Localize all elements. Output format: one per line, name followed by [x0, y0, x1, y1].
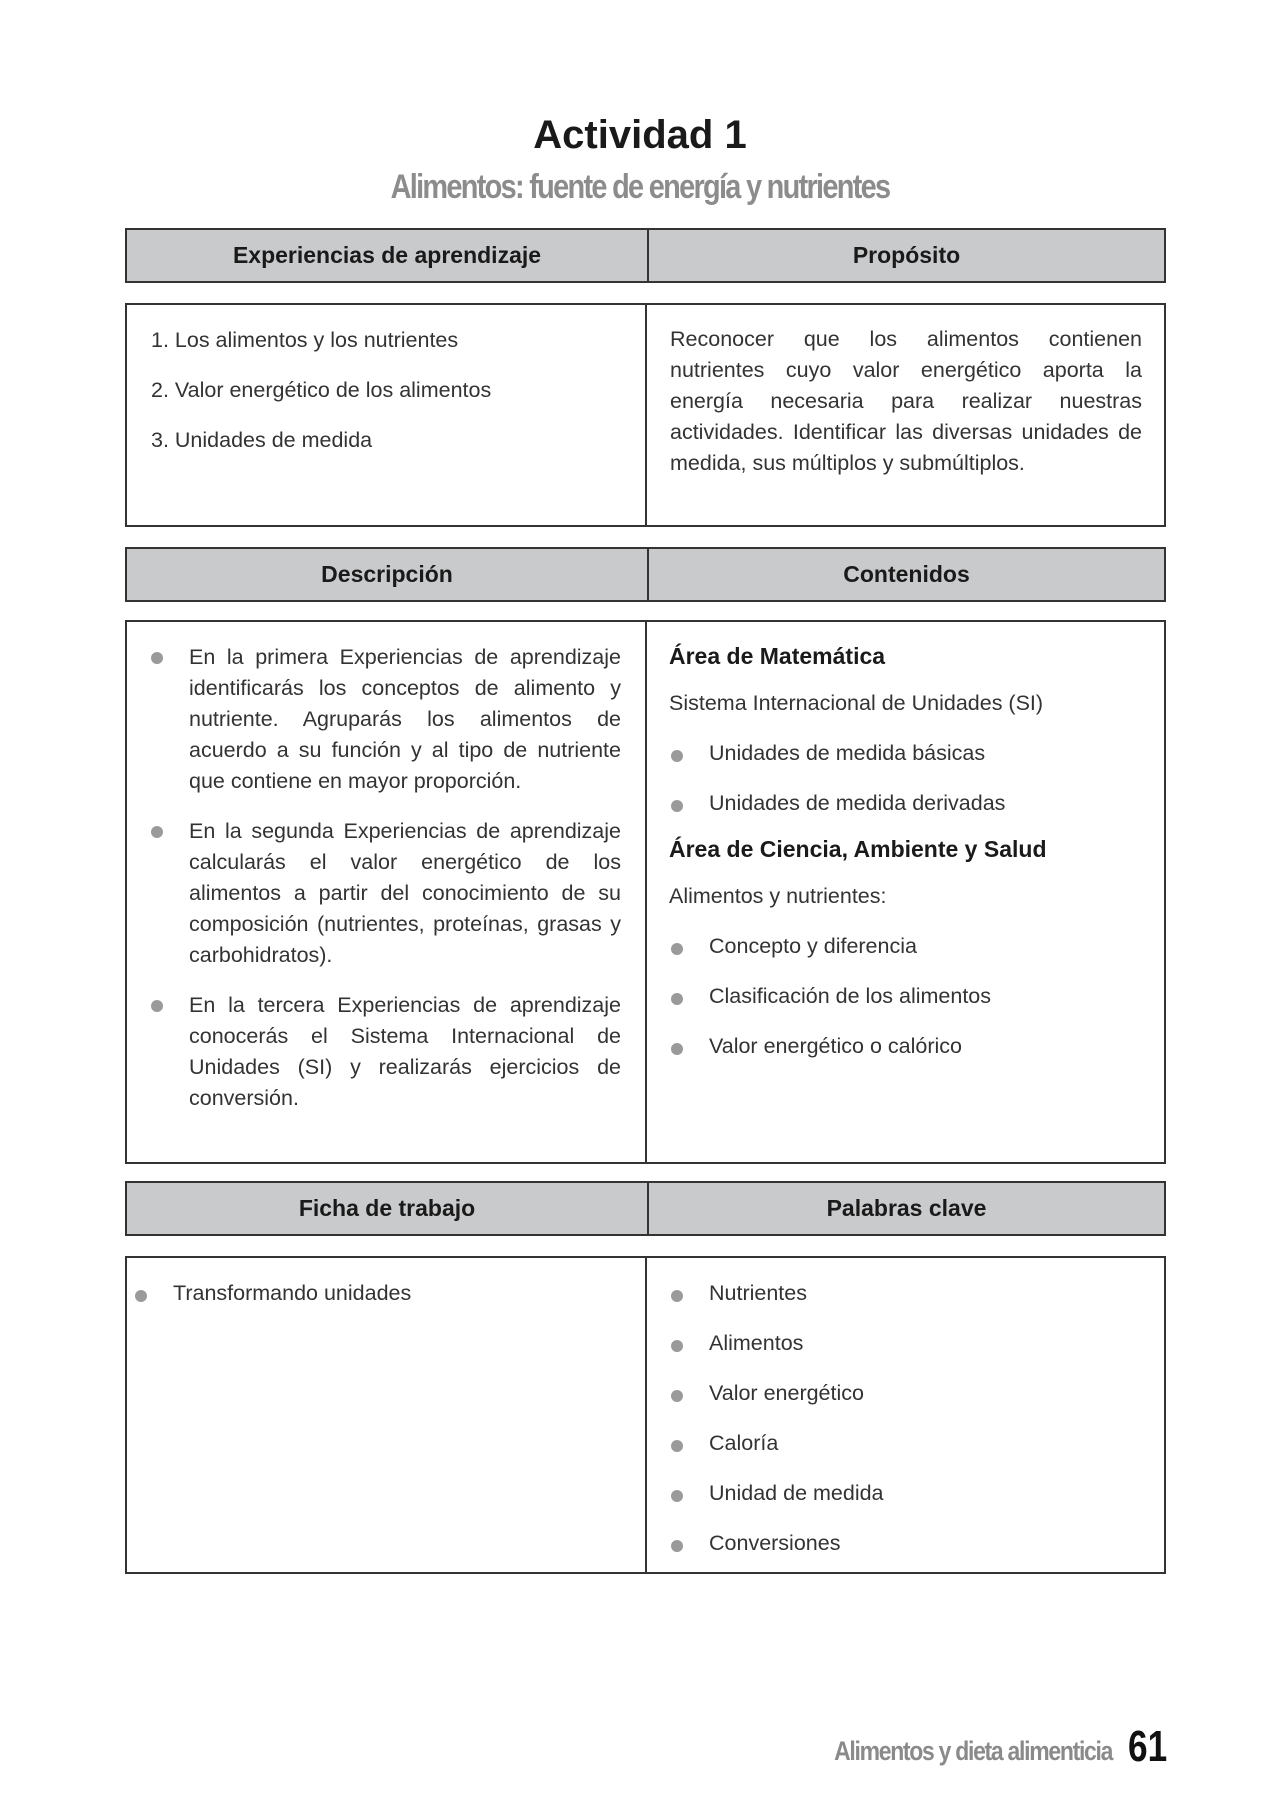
keyword-item: Unidad de medida	[669, 1480, 1144, 1506]
math-item: Unidades de medida básicas	[669, 740, 1144, 766]
math-intro: Sistema Internacional de Unidades (SI)	[669, 691, 1044, 715]
keyword-item: Conversiones	[669, 1530, 1144, 1556]
experience-item: 1. Los alimentos y los nutrientes	[151, 328, 459, 352]
science-intro: Alimentos y nutrientes:	[669, 884, 887, 908]
science-item: Concepto y diferencia	[669, 933, 1144, 959]
purpose-text: Reconocer que los alimentos contienen nutrientes cuyo valor energético aporta la energía necesaria para realizar nuestras actividades. Identificar las diversas unidades de medida, sus múltiplos y submúltiplos.	[670, 327, 1142, 475]
header-worksheet: Ficha de trabajo	[298, 1195, 476, 1221]
header-description: Descripción	[321, 561, 453, 587]
footer-chapter-title: Alimentos y dieta alimenticia	[833, 1736, 1112, 1766]
science-area-title: Área de Ciencia, Ambiente y Salud	[669, 836, 1047, 862]
section2-box	[125, 620, 1166, 1164]
keyword-item: Caloría	[669, 1430, 1144, 1456]
header-contents: Contenidos	[647, 549, 1164, 600]
header-experiences: Experiencias de aprendizaje	[232, 242, 542, 268]
science-item: Clasificación de los alimentos	[669, 983, 1144, 1009]
header-row-2	[125, 547, 1166, 602]
keyword-item: Alimentos	[669, 1330, 1144, 1356]
page-title: Actividad 1	[533, 113, 747, 157]
page-subtitle: Alimentos: fuente de energía y nutrientes	[390, 168, 890, 206]
worksheet-cell	[127, 1258, 647, 1572]
description-item: En la segunda Experiencias de aprendizaje calcularás el valor energético de los alimentos a partir del conocimiento de su composición (nutrientes, proteínas, grasas y carbohidratos).	[149, 816, 621, 971]
section3-box	[125, 1256, 1166, 1574]
contents-cell	[647, 622, 1164, 1162]
header-row-1	[125, 228, 1166, 283]
keyword-item: Nutrientes	[669, 1280, 1144, 1306]
page-number: 61	[1128, 1722, 1168, 1771]
purpose-cell	[647, 305, 1164, 525]
header-purpose: Propósito	[647, 230, 1164, 281]
worksheet-item: Transformando unidades	[133, 1280, 625, 1306]
keyword-item: Valor energético	[669, 1380, 1144, 1406]
description-cell	[127, 622, 647, 1162]
header-row-3	[125, 1181, 1166, 1236]
keywords-cell	[647, 1258, 1164, 1572]
experience-item: 3. Unidades de medida	[151, 428, 373, 452]
experience-item: 2. Valor energético de los alimentos	[151, 378, 492, 402]
section1-box	[125, 303, 1166, 527]
experiences-cell	[127, 305, 647, 525]
description-item: En la tercera Experiencias de aprendizaje conocerás el Sistema Internacional de Unidades (SI) y realizarás ejercicios de conversión.	[149, 990, 621, 1114]
math-area-title: Área de Matemática	[669, 643, 886, 669]
science-item: Valor energético o calórico	[669, 1033, 1144, 1059]
description-item: En la primera Experiencias de aprendizaje identificarás los conceptos de alimento y nutriente. Agruparás los alimentos de acuerdo a su función y al tipo de nutriente que contiene en mayor proporción.	[149, 642, 621, 797]
header-keywords: Palabras clave	[647, 1183, 1164, 1234]
math-item: Unidades de medida derivadas	[669, 790, 1144, 816]
